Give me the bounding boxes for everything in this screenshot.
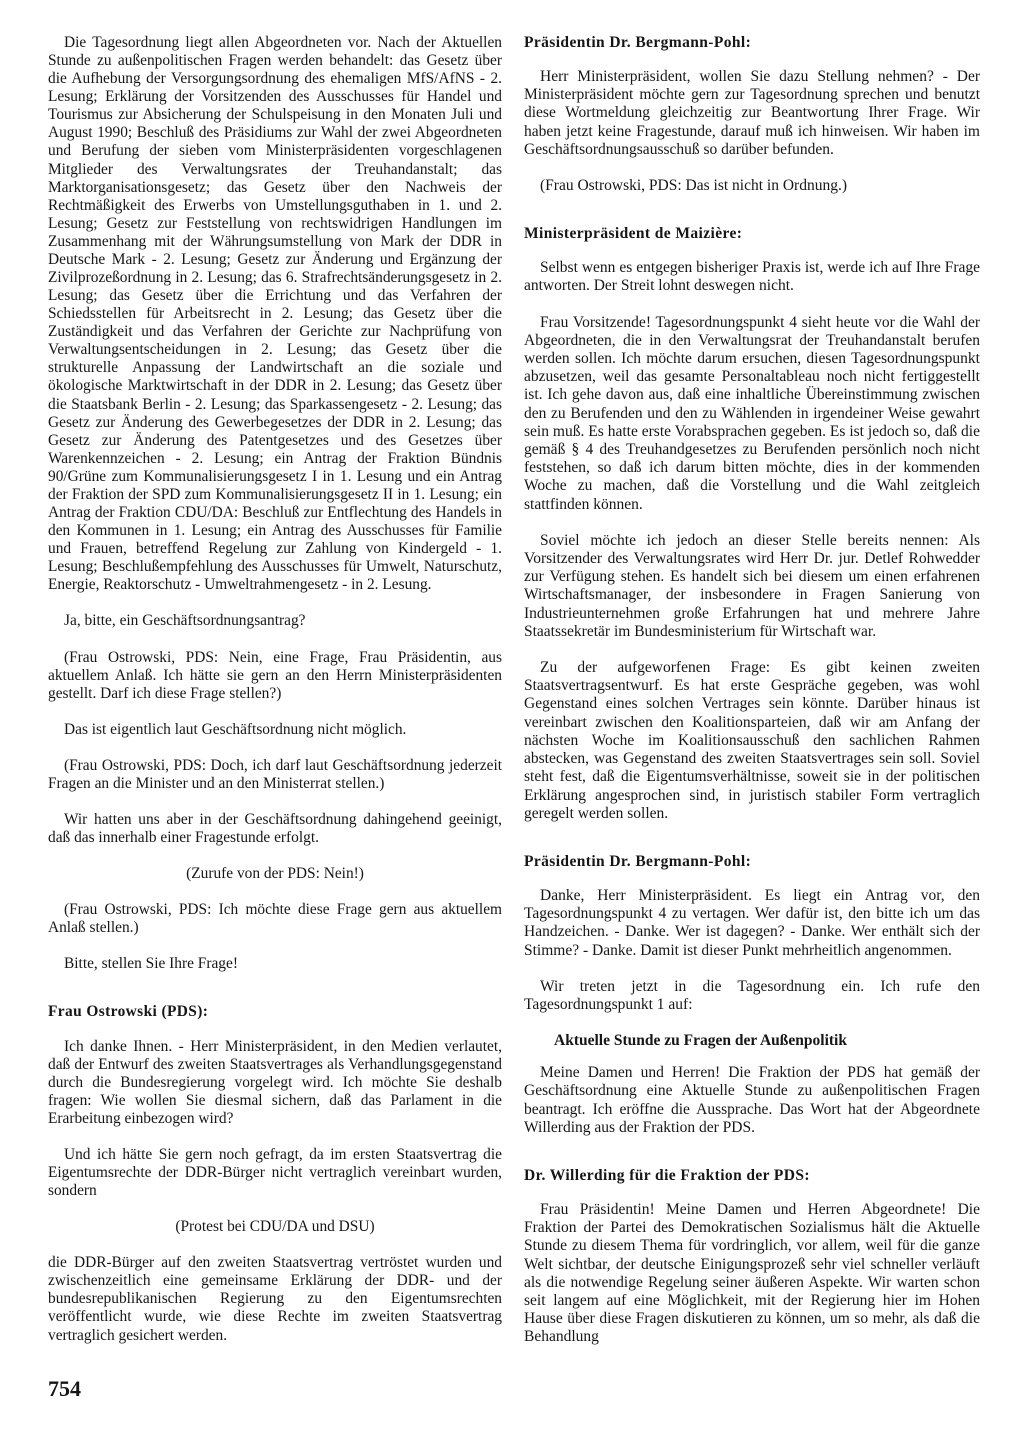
- paragraph: Ich danke Ihnen. - Herr Ministerpräsident, in den Medien verlautet, daß der Entwurf des zweiten Staatsvertrages als Verhandlungsgegenstand durch die Bundesregierung vorgelegt wird. Ich möchte Sie deshalb fragen: Wie wollen Sie diesmal sichern, daß das Parlament in die Erarbeitung einbezogen wird?: [48, 1037, 502, 1127]
- paragraph: Frau Vorsitzende! Tagesordnungspunkt 4 sieht heute vor die Wahl der Abgeordneten, die in den Verwaltungsrat der Treuhandanstalt berufen werden sollen. Ich möchte darum ersuchen, diesen Tagesordnungspunkt abzusetzen, weil das gesamte Personaltableau noch nicht fertiggestellt ist. Ich gehe davon aus, daß eine inhaltliche Übereinstimmung zwischen den zu Berufenden und den zu Wählenden in irgendeiner Weise gewahrt sein muß. Es hatte erste Vorabsprachen gegeben. Es ist jedoch so, daß die gemäß § 4 des Treuhandgesetzes zu Berufenden persönlich noch nicht feststehen, so daß ich darum bitten möchte, dies in der kommenden Woche zu machen, daß die Vorstellung und die Wahl zeitgleich stattfinden können.: [524, 313, 980, 513]
- interjection: (Frau Ostrowski, PDS: Nein, eine Frage, Frau Präsidentin, aus aktuellem Anlaß. Ich hätte sie gern an den Herrn Ministerpräsidenten gestellt. Darf ich diese Frage stellen?): [48, 648, 502, 702]
- paragraph: die DDR-Bürger auf den zweiten Staatsvertrag vertröstet wurden und zwischenzeitlich eine gemeinsame Erklärung der DDR- und der bundesrepublikanischen Regierung zu den Eigentumsrechten veröffentlicht wurde, wie diese Rechte im zweiten Staatsvertrag vertraglich gesichert werden.: [48, 1254, 502, 1344]
- interjection: (Frau Ostrowski, PDS: Das ist nicht in Ordnung.): [540, 177, 847, 195]
- page-number: 754: [48, 1376, 81, 1401]
- agenda-item-heading: Aktuelle Stunde zu Fragen der Außenpolitik: [554, 1032, 847, 1050]
- paragraph: Bitte, stellen Sie Ihre Frage!: [64, 955, 238, 973]
- speaker-heading: Präsidentin Dr. Bergmann-Pohl:: [524, 34, 752, 51]
- paragraph: Meine Damen und Herren! Die Fraktion der PDS hat gemäß der Geschäftsordnung eine Aktuelle Stunde zu außenpolitischen Fragen beantragt. Ich eröffne die Aussprache. Das Wort hat der Abgeordnete Willerding aus der Fraktion der PDS.: [524, 1064, 980, 1136]
- speaker-heading: Präsidentin Dr. Bergmann-Pohl:: [524, 852, 752, 870]
- speaker-heading: Ministerpräsident de Maizière:: [524, 225, 743, 243]
- interjection-centered: (Protest bei CDU/DA und DSU): [175, 1218, 375, 1236]
- paragraph: Zu der aufgeworfenen Frage: Es gibt keinen zweiten Staatsvertragsentwurf. Es hat erste Gespräche gegeben, was wohl Gegenstand eines solchen Vertrages sein könnte. Darüber hinaus ist vereinbart zwischen den Koalitionsparteien, daß wir am Anfang der nächsten Woche im Koalitionsausschuß den sachlichen Rahmen abstecken, was Gegenstand des zweiten Staatsvertrages sein soll. Soviel steht fest, daß die Eigentumsverhältnisse, soweit sie in der politischen Erklärung angesprochen sind, in juristisch stabiler Form vertraglich geregelt werden sollen.: [524, 659, 980, 822]
- paragraph: Selbst wenn es entgegen bisheriger Praxis ist, werde ich auf Ihre Frage antworten. Der Streit lohnt deswegen nicht.: [524, 259, 980, 295]
- interjection: (Frau Ostrowski, PDS: Ich möchte diese Frage gern aus aktuellem Anlaß stellen.): [48, 901, 502, 937]
- right-column: [524, 34, 980, 1347]
- paragraph: Das ist eigentlich laut Geschäftsordnung nicht möglich.: [64, 720, 407, 738]
- interjection-centered: (Zurufe von der PDS: Nein!): [186, 865, 364, 883]
- left-column: [48, 34, 502, 1363]
- paragraph: Herr Ministerpräsident, wollen Sie dazu Stellung nehmen? - Der Ministerpräsident möchte gern zur Tagesordnung sprechen und benutzt diese Wortmeldung gleichzeitig zur Beantwortung Ihrer Frage. Wir haben jetzt keine Fragestunde, darauf muß ich hinweisen. Wir haben im Geschäftsordnungsausschuß so darüber befunden.: [524, 68, 980, 158]
- agenda-overview-paragraph: Die Tagesordnung liegt allen Abgeordneten vor. Nach der Aktuellen Stunde zu außenpolitischen Fragen werden behandelt: das Gesetz über die Aufhebung der Versorgungsordnung des ehemaligen MfS/AfNS - 2. Lesung; Erklärung der Vorsitzenden des Ausschusses für Handel und Tourismus zur Absicherung der Schulspeisung in den Monaten Juli und August 1990; Beschluß des Präsidiums zur Wahl der zwei Abgeordneten und Berufung der sieben vom Ministerpräsidenten vorgeschlagenen Mitglieder des Verwaltungsrates der Treuhandanstalt; das Marktorganisationsgesetz; das Gesetz über den Nachweis der Rechtmäßigkeit des Erwerbs von Umstellungsguthaben in 1. und 2. Lesung; Gesetz zur Feststellung von rechtswidrigen Handlungen im Zusammenhang mit der Währungsumstellung von Mark der DDR in Deutsche Mark - 2. Lesung; Gesetz zur Änderung und Ergänzung der Zivilprozeßordnung in 2. Lesung; das 6. Strafrechtsänderungsgesetz in 2. Lesung; das Gesetz über die Errichtung und das Verfahren der Schiedsstellen für Arbeitsrecht in 2. Lesung; das Gesetz über die Zuständigkeit und das Verfahren der Gerichte zur Nachprüfung von Verwaltungsentscheidungen in 2. Lesung; das Gesetz über die strukturelle Anpassung der Landwirtschaft an die soziale und ökologische Marktwirtschaft in der DDR in 2. Lesung; das Gesetz über die Staatsbank Berlin - 2. Lesung; das Sparkassengesetz - 2. Lesung; das Gesetz zur Änderung des Gewerbegesetzes der DDR in 2. Lesung; das Gesetz zur Änderung des Patentgesetzes und des Gesetzes über Warenkennzeichen - 2. Lesung; ein Antrag der Fraktion Bündnis 90/Grüne zum Kommunalisierungsgesetz I in 1. Lesung und ein Antrag der Fraktion der SPD zum Kommunalisierungsgesetz II in 1. Lesung; ein Antrag der Fraktion CDU/DA: Beschluß zur Entflechtung des Handels in den Kommunen in 1. Lesung; ein Antrag des Ausschusses für Familie und Frauen, betreffend Regelung zur Zahlung von Kindergeld - 1. Lesung; Beschlußempfehlung des Ausschusses für Umwelt, Naturschutz, Energie, Reaktorschutz - Umweltrahmengesetz - in 2. Lesung.: [48, 34, 502, 594]
- speaker-heading: Frau Ostrowski (PDS):: [48, 1003, 209, 1021]
- procedural-question: Ja, bitte, ein Geschäftsordnungsantrag?: [64, 612, 306, 630]
- paragraph: Frau Präsidentin! Meine Damen und Herren Abgeordnete! Die Fraktion der Partei des Demokratischen Sozialismus hält die Aktuelle Stunde zu diesem Thema für vordringlich, vor allem, weil für die ganze Welt sichtbar, der deutsche Einigungsprozeß sehr viel schneller verläuft als die notwendige Regelung seiner äußeren Aspekte. Wir warten schon seit langem auf eine Möglichkeit, mit der Regierung hier im Hohen Hause über diese Fragen diskutieren zu können, um so mehr, als daß die Behandlung: [524, 1200, 980, 1346]
- paragraph: Wir hatten uns aber in der Geschäftsordnung dahingehend geeinigt, daß das innerhalb einer Fragestunde erfolgt.: [48, 810, 502, 847]
- speaker-heading: Dr. Willerding für die Fraktion der PDS:: [524, 1166, 810, 1184]
- paragraph: Danke, Herr Ministerpräsident. Es liegt ein Antrag vor, den Tagesordnungspunkt 4 zu vertagen. Wer dafür ist, den bitte ich um das Handzeichen. - Danke. Wer ist dagegen? - Danke. Wer enthält sich der Stimme? - Danke. Damit ist dieser Punkt mehrheitlich angenommen.: [524, 886, 980, 959]
- paragraph: Wir treten jetzt in die Tagesordnung ein. Ich rufe den Tagesordnungspunkt 1 auf:: [524, 977, 980, 1013]
- paragraph: Und ich hätte Sie gern noch gefragt, da im ersten Staatsvertrag die Eigentumsrechte der DDR-Bürger nicht vertraglich vereinbart wurden, sondern: [48, 1145, 502, 1200]
- paragraph: Soviel möchte ich jedoch an dieser Stelle bereits nennen: Als Vorsitzender des Verwaltungsrates wird Herr Dr. jur. Detlef Rohwedder zur Verfügung stehen. Es handelt sich bei diesem um einen erfahrenen Wirtschaftsmanager, der insbesondere in Fragen Sanierung von Industrieunternehmen große Erfahrungen hat und mehrere Jahre Staatssekretär im Bundesministerium für Wirtschaft war.: [524, 531, 980, 640]
- interjection: (Frau Ostrowski, PDS: Doch, ich darf laut Geschäftsordnung jederzeit Fragen an die Minister und an den Ministerrat stellen.): [48, 756, 502, 792]
